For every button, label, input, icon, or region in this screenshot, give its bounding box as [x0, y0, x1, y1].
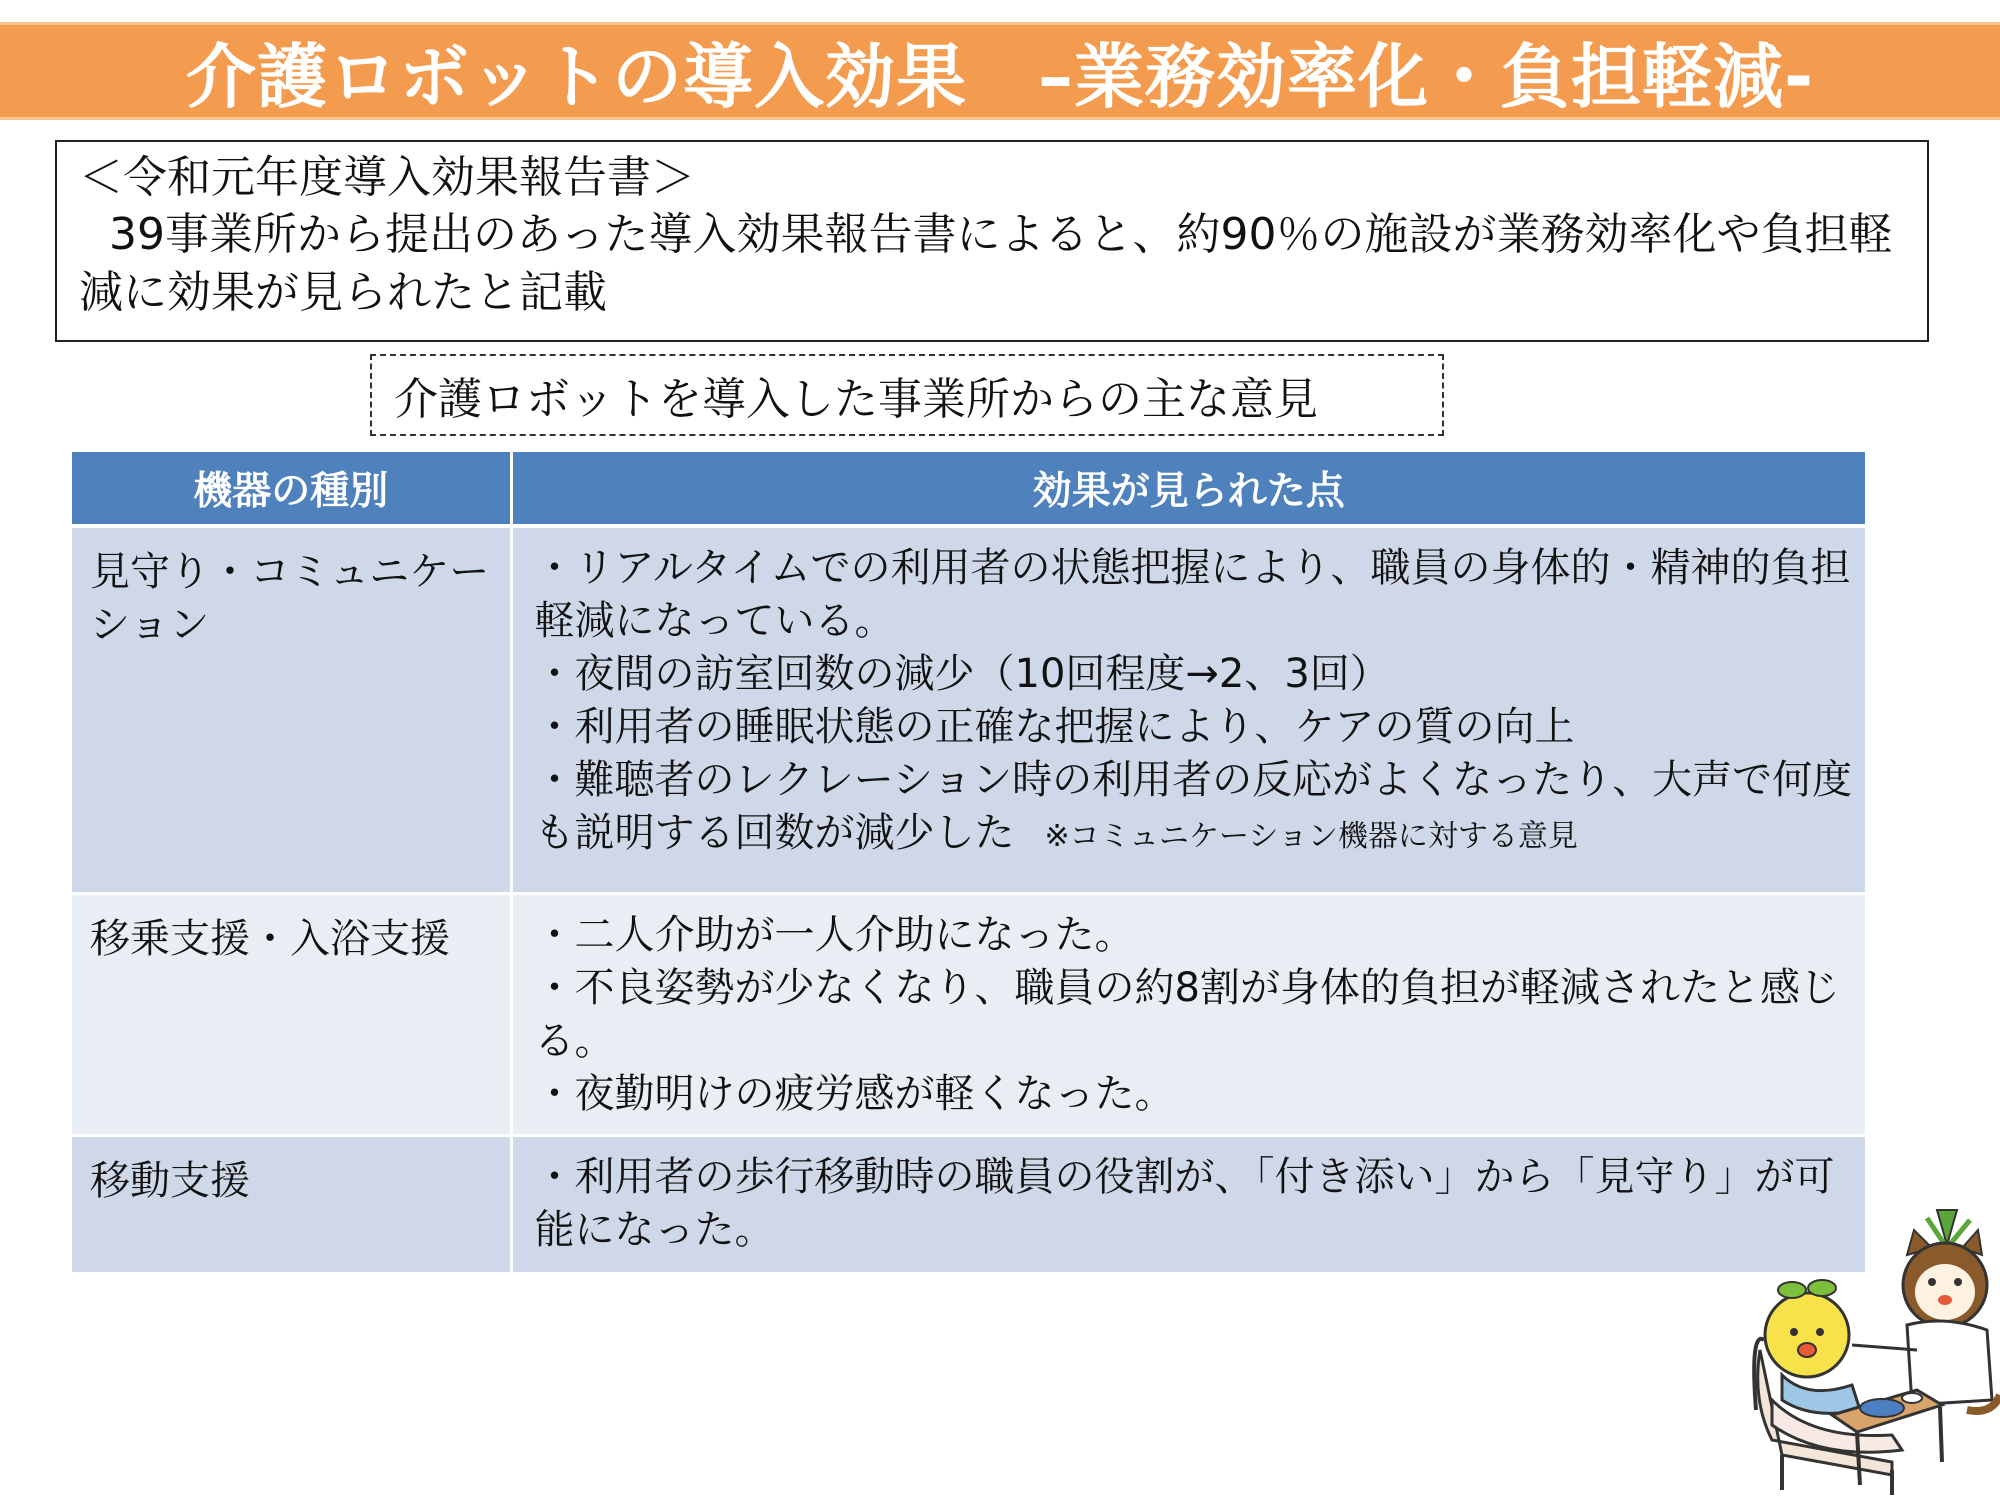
row-category: 移動支援: [72, 1135, 511, 1273]
report-box: [55, 140, 1929, 342]
row-category: 移乗支援・入浴支援: [72, 893, 511, 1135]
row-category: 見守り・コミュニケーション: [72, 526, 511, 893]
table-row: [72, 526, 1865, 893]
effect-item-with-note: [535, 754, 1854, 863]
opinions-heading: 介護ロボットを導入した事業所からの主な意見: [394, 374, 1318, 425]
row-effects: [511, 893, 1865, 1135]
effect-item: ・夜間の訪室回数の減少（10回程度→2、3回）: [534, 651, 1390, 697]
effect-item: ・リアルタイムでの利用者の状態把握により、職員の身体的・精神的負担軽減になっている。: [534, 545, 1851, 644]
caregiver-mascot-icon: [1852, 1210, 2000, 1411]
effect-item: ・二人介助が一人介助になった。: [534, 911, 1135, 958]
header-effects: 効果が見られた点: [511, 452, 1865, 526]
table-row: [72, 1135, 1865, 1273]
patient-mascot-icon: [1765, 1280, 1860, 1413]
effect-item: ・夜勤明けの疲労感が軽くなった。: [534, 1070, 1175, 1117]
row-effects: [511, 526, 1865, 893]
opinions-heading-box: [370, 354, 1444, 436]
mascot-illustration: [1742, 1200, 2000, 1500]
effect-note: ※コミュニケーション機器に対する意見: [1044, 819, 1578, 854]
effects-table: [72, 452, 1865, 1275]
report-body: 39事業所から提出のあった導入効果報告書によると、約90％の施設が業務効率化や負担軽減に効果が見られたと記載: [79, 209, 1893, 318]
effect-item: ・不良姿勢が少なくなり、職員の約8割が身体的負担が軽減されたと感じる。: [534, 964, 1840, 1064]
effect-item: ・利用者の歩行移動時の職員の役割が、「付き添い」から「見守り」が可能になった。: [534, 1153, 1835, 1253]
effect-item: ・利用者の睡眠状態の正確な把握により、ケアの質の向上: [534, 704, 1575, 750]
effect-item: ・難聴者のレクレーション時の利用者の反応がよくなったり、大声で何度も説明する回数が減少した: [534, 757, 1853, 856]
header-category: 機器の種別: [72, 452, 511, 526]
page-title: 介護ロボットの導入効果 –業務効率化・負担軽減-: [185, 35, 1815, 118]
report-heading: ＜令和元年度導入効果報告書＞: [79, 152, 695, 203]
table-row: [72, 893, 1865, 1135]
table-header-row: [72, 452, 1865, 526]
title-bar: [0, 22, 2000, 120]
row-effects: [511, 1135, 1865, 1273]
